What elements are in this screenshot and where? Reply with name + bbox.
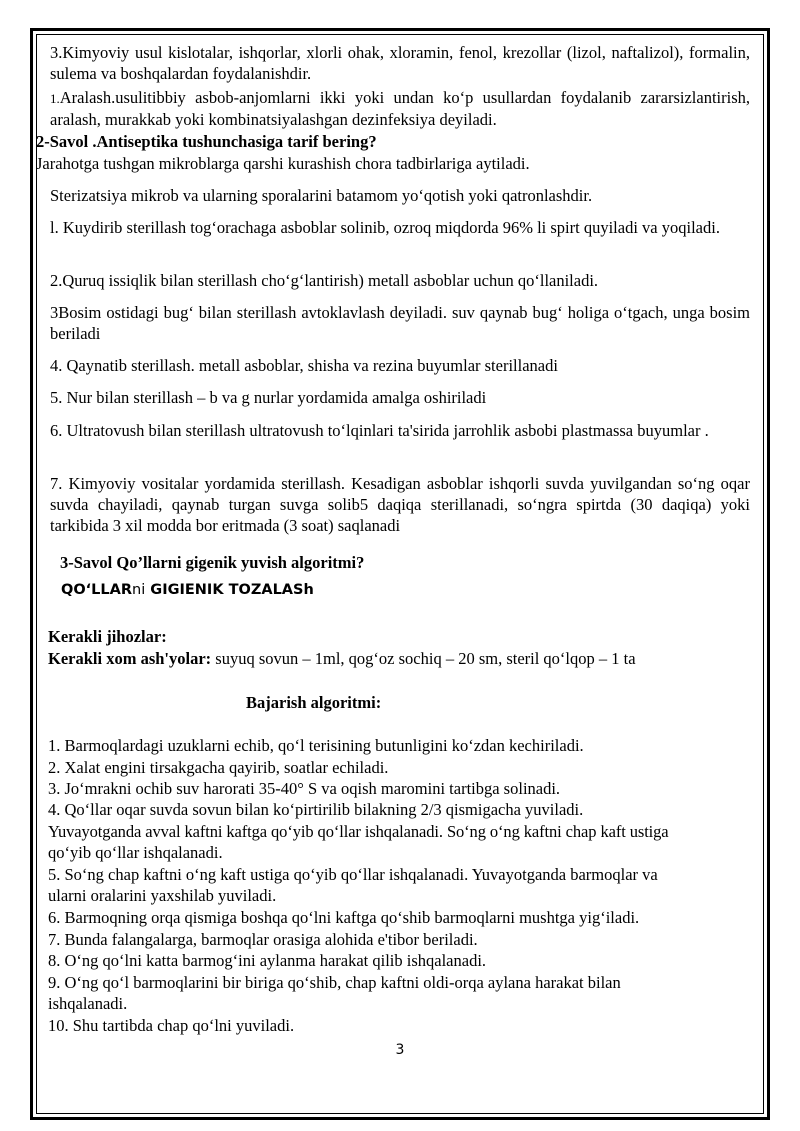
sterilization-method-6: 6. Ultratovush bilan sterillash ultratovush to‘lqinlari ta'sirida jarrohlik asbobi plastmassa buyumlar .: [50, 421, 709, 440]
sterilization-method-4: 4. Qaynatib sterillash. metall asboblar, shisha va rezina buyumlar sterillanadi: [50, 356, 558, 375]
step-line: 6. Barmoqning orqa qismiga boshqa qo‘lni kaftga qo‘shib barmoqlarni mushtga yig‘iladi.: [48, 908, 640, 927]
hand-hygiene-title-part-2: ni: [132, 582, 146, 598]
sterilization-method-1: l. Kuydirib sterillash tog‘orachaga asboblar solinib, ozroq miqdorda 96% li spirt quyiladi va yoqiladi.: [50, 218, 720, 237]
step-line: ularni oralarini yaxshilab yuviladi.: [48, 886, 277, 905]
step-line: 10. Shu tartibda chap qo‘lni yuviladi.: [48, 1016, 295, 1035]
algorithm-title: Bajarish algoritmi:: [246, 693, 382, 712]
mixed-method-number: 1.: [50, 91, 60, 106]
hand-hygiene-title-part-3: GIGIENIK TOZALASh: [145, 582, 314, 598]
hand-hygiene-title-part-1: QO‘LLAR: [61, 582, 133, 598]
equipment-label: Kerakli jihozlar:: [48, 627, 167, 646]
step-line: qo‘yib qo‘llar ishqalanadi.: [48, 843, 223, 862]
page-number: 3: [395, 1042, 405, 1058]
hand-hygiene-title: [61, 580, 314, 601]
materials-text: suyuq sovun – 1ml, qog‘oz sochiq – 20 sm, steril qo‘lqop – 1 ta: [211, 649, 636, 668]
sterilization-method-3: 3Bosim ostidagi bug‘ bilan sterillash avtoklavlash deyiladi. suv qaynab bug‘ holiga o‘tgach, unga bosim beriladi: [50, 303, 750, 343]
step-line: 5. So‘ng chap kaftni o‘ng kaft ustiga qo‘yib qo‘llar ishqalanadi. Yuvayotganda barmoqlar va: [48, 865, 658, 884]
chemical-method-paragraph: 3.Kimyoviy usul kislotalar, ishqorlar, xlorli ohak, xloramin, fenol, krezollar (lizol, naftalizol), formalin, sulema va boshqalardan foydalanishdir.: [50, 43, 750, 83]
question-2-heading: 2-Savol .Antiseptika tushunchasiga tarif bering?: [36, 132, 377, 151]
step-line: 7. Bunda falangalarga, barmoqlar orasiga alohida e'tibor beriladi.: [48, 930, 478, 949]
materials-line: [48, 648, 636, 669]
mixed-method-paragraph: [50, 87, 750, 130]
step-line: 2. Xalat engini tirsakgacha qayirib, soatlar echiladi.: [48, 758, 389, 777]
sterilization-method-7: 7. Kimyoviy vositalar yordamida sterillash. Kesadigan asboblar ishqorli suvda yuvilgandan so‘ng oqar suvda chayiladi, qaynab turgan suvga solib5 daqiqa sterillanadi, so‘ngra spirtda (30 daqiqa) yoki tarkibida 3 xil modda bor eritmada (3 soat) saqlanadi: [50, 474, 750, 535]
sterilization-method-5: 5. Nur bilan sterillash – b va g nurlar yordamida amalga oshiriladi: [50, 388, 487, 407]
mixed-method-text: Aralash.usulitibbiy asbob-anjomlarni ikki yoki undan ko‘p usullardan foydalanib zararsizlantirish, aralash, murakkab yoki kombinatsiyalashgan dezinfeksiya deyiladi.: [50, 88, 750, 129]
step-line: 4. Qo‘llar oqar suvda sovun bilan ko‘pirtirilib bilakning 2/3 qismigacha yuviladi.: [48, 800, 584, 819]
step-line: 9. O‘ng qo‘l barmoqlarini bir biriga qo‘shib, chap kaftni oldi-orqa aylana harakat bilan: [48, 973, 621, 992]
sterilization-definition: Sterizatsiya mikrob va ularning sporalarini batamom yo‘qotish yoki qatronlashdir.: [50, 186, 593, 205]
step-line: Yuvayotganda avval kaftni kaftga qo‘yib qo‘llar ishqalanadi. So‘ng o‘ng kaftni chap kaft ustiga: [48, 822, 669, 841]
step-line: 3. Jo‘mrakni ochib suv harorati 35-40° S va oqish maromini tartibga solinadi.: [48, 779, 561, 798]
sterilization-method-2: 2.Quruq issiqlik bilan sterillash cho‘g‘lantirish) metall asboblar uchun qo‘llaniladi.: [50, 271, 599, 290]
step-line: ishqalanadi.: [48, 994, 128, 1013]
materials-label: Kerakli xom ash'yolar:: [48, 649, 212, 668]
step-line: 1. Barmoqlardagi uzuklarni echib, qo‘l terisining butunligini ko‘zdan kechiriladi.: [48, 736, 584, 755]
step-line: 8. O‘ng qo‘lni katta barmog‘ini aylanma harakat qilib ishqalanadi.: [48, 951, 487, 970]
question-3-heading: 3-Savol Qo’llarni gigenik yuvish algoritmi?: [60, 553, 365, 572]
antiseptics-definition: Jarahotga tushgan mikroblarga qarshi kurashish chora tadbirlariga aytiladi.: [36, 154, 530, 173]
